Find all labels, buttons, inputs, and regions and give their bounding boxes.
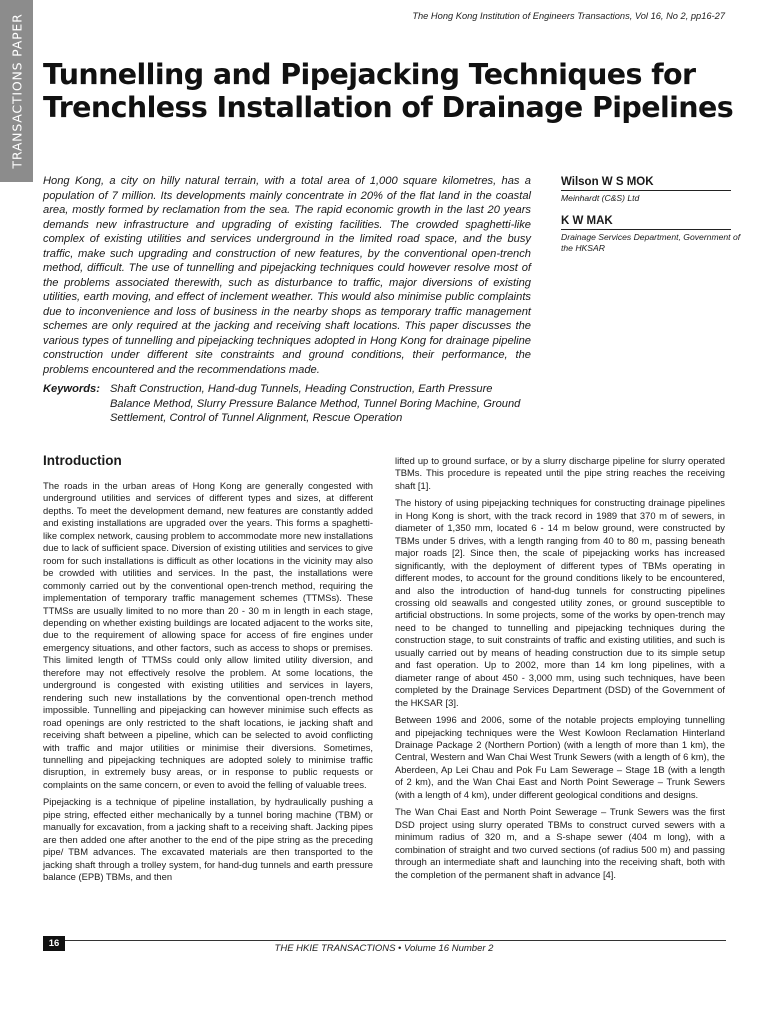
transactions-paper-tab bbox=[0, 0, 33, 182]
body-paragraph: Between 1996 and 2006, some of the notable projects employing tunnelling and pipejacking techniques were the West Kowloon Reclamation Hinterland Drainage Package 2 (Northern Portion) (with a length of more than 1 km), the Central, Western and Wan Chai West Trunk Sewers (with a length of 6 km), the Aberdeen, Ap Lei Chau and Pok Fu Lam Sewerage – Stage 1B (with a length of 2 km), and the Wan Chai East and North Point Sewerage – Trunk Sewers (with a length of 4 km), under different geological conditions and designs. bbox=[395, 714, 725, 800]
author-block bbox=[561, 175, 741, 264]
author-divider bbox=[561, 229, 731, 230]
footer-journal-title: THE HKIE TRANSACTIONS • Volume 16 Number 2 bbox=[274, 943, 494, 954]
abstract: Hong Kong, a city on hilly natural terrain, with a total area of 1,000 square kilometres, has a population of 7 million. Its developments mainly concentrate in 20% of the flat land in the coastal area, mostly formed by reclamation from the sea. The rapid economic growth in the last 20 years demands new infrastructure and upgrading of existing facilities. The crowded spaghetti-like complex of existing utilities and services underground in the limited road space, and the busy traffic, make such upgrading and construction of new features, by the conventional open-trench method, difficult. The use of tunnelling and pipejacking techniques could however resolve most of the problems associated therewith, such as disturbance to traffic, major diversions of existing utilities, earth moving, and effect of inclement weather. This would also minimise public complaints due to inconvenience and loss of business in the nearby shops as temporary traffic management schemes are only required at the jacking and receiving shaft locations. This paper discusses the various types of tunnelling and pipejacking techniques adopted in Hong Kong for drainage pipeline construction under different site constraints and ground conditions, their performance, the problems encountered and the recommendations made. bbox=[43, 175, 531, 376]
page-number: 16 bbox=[43, 936, 65, 951]
body-paragraph: lifted up to ground surface, or by a slurry discharge pipeline for slurry operated TBMs. This procedure is repeated until the pipe string reaches the receiving shaft [1]. bbox=[395, 455, 725, 491]
body-paragraph: The Wan Chai East and North Point Sewerage – Trunk Sewers was the first DSD project using slurry operated TBMs to construct curved sewers with a minimum radius of 320 m, and a S-shape sewer (404 m long), with a combination of straight and two curved sections (of radius 500 m) and passing through an intermediate shaft and launching into the receiving shaft, both with the completion of the permanent shaft in advance [4]. bbox=[395, 806, 725, 880]
body-paragraph: The history of using pipejacking techniques for constructing drainage pipelines in Hong Kong is short, with the track record in 1989 that 370 m of sewers, in diameter of 1,350 mm, located 6 - 14 m below ground, were constructed by TBMs under 5 drives, with a length ranging from 40 to 80 m, passing beneath major roads [2]. Since then, the scale of pipejacking works has increased significantly, with the deployment of different types of TBMs operating in different modes, to account for the ground conditions likely to be encountered, and also the introduction of hand-dug tunnels for constructing pipelines crossing old seawalls and congested utility zones, or ground susceptible to artificial obstructions. In some projects, some of the works by open-trench may need to be changed to tunnelling and pipejacking techniques during the construction stage, to suit constraints of traffic and existing utilities, and such is usually carried out by means of heading construction due to its simple setup and fast operation. Up to 2002, more than 14 km long pipelines, with a diameter range of about 450 - 3,000 mm, using such techniques, have been completed by the Drainage Services Department (DSD) of the Government of the HKSAR [3]. bbox=[395, 497, 725, 708]
body-paragraph: The roads in the urban areas of Hong Kong are generally congested with underground utilities and services of different types and sizes, at different depths. To meet the development demand, new features are constantly added and existing installations are upgraded over the years. This forms a spaghetti-like complex network, causing problem to accommodate more new installations due to lack of sufficient space. Diversion of existing utilities and services to give room for such installations is difficult as other locations in the vicinity may also be crowded with utilities and services. In the past, the installations were commonly carried out by the conventional open-trench method, requiring the implementation of temporary traffic management schemes (TTMSs). These TTMSs are usually limited to no more than 20 - 30 m in length in each stage, depending on whether existing buildings are located adjacent to the works site, due to the requirement of allowing space for access of fire engines under emergency situations, and other factors, such as access to shops or premises. This limited length of TTMSs could only allow limited utility diversion, and therefore may not effectively resolve the problem. At some locations, the underground is congested with existing utilities and services in layers, rendering such new installations by the conventional open-trench method impossible. Tunnelling and pipejacking can however minimise such effects as road openings are only restricted to the shaft locations, ie jacking shaft and receiving shaft between a pipeline, which can be selected to avoid conflicting with traffic and major utilities or minimise their diversions. Sometimes, tunnelling and pipejacking techniques are adopted solely to minimise traffic disruption, in extremely busy areas, or in response to public requests or complaints on the same concern, or even to avoid the felling of valuable trees. bbox=[43, 480, 373, 790]
keywords-label: Keywords: bbox=[43, 383, 100, 395]
author-name: Wilson W S MOK bbox=[561, 176, 654, 188]
author-entry bbox=[561, 175, 741, 205]
side-tab-label: TRANSACTIONS PAPER bbox=[9, 13, 24, 169]
paper-title: Tunnelling and Pipejacking Techniques for Trenchless Installation of Drainage Pipelines bbox=[43, 58, 734, 124]
author-divider bbox=[561, 190, 731, 191]
section-heading-introduction: Introduction bbox=[43, 453, 122, 468]
keywords-text: Shaft Construction, Hand-dug Tunnels, Heading Construction, Earth Pressure Balance Method, Slurry Pressure Balance Method, Tunnel Boring Machine, Ground Settlement, Control of Tunnel Alignment, Rescue Operation bbox=[110, 383, 521, 424]
body-column-right bbox=[395, 455, 725, 886]
author-affiliation: Drainage Services Department, Government of the HKSAR bbox=[561, 231, 741, 253]
body-column-left bbox=[43, 452, 373, 889]
author-entry bbox=[561, 214, 741, 255]
keywords-block bbox=[43, 382, 533, 426]
author-affiliation: Meinhardt (C&S) Ltd bbox=[561, 193, 640, 203]
journal-reference: The Hong Kong Institution of Engineers Transactions, Vol 16, No 2, pp16-27 bbox=[412, 11, 725, 21]
author-name: K W MAK bbox=[561, 214, 613, 227]
body-paragraph: Pipejacking is a technique of pipeline installation, by hydraulically pushing a pipe string, effected either mechanically by a tunnel boring machine (TBM) or manually for excavation, from a jacking shaft to a receiving shaft. Jacking pipes are then added one after another to the end of the pipe string as the preceding pipe/ TBM advances. The excavated materials are then transported to the jacking shaft through a trolley system, for hand-dug tunnels and earth pressure balance (EPB) TBMs, and then bbox=[43, 796, 373, 883]
footer-divider bbox=[43, 940, 726, 941]
